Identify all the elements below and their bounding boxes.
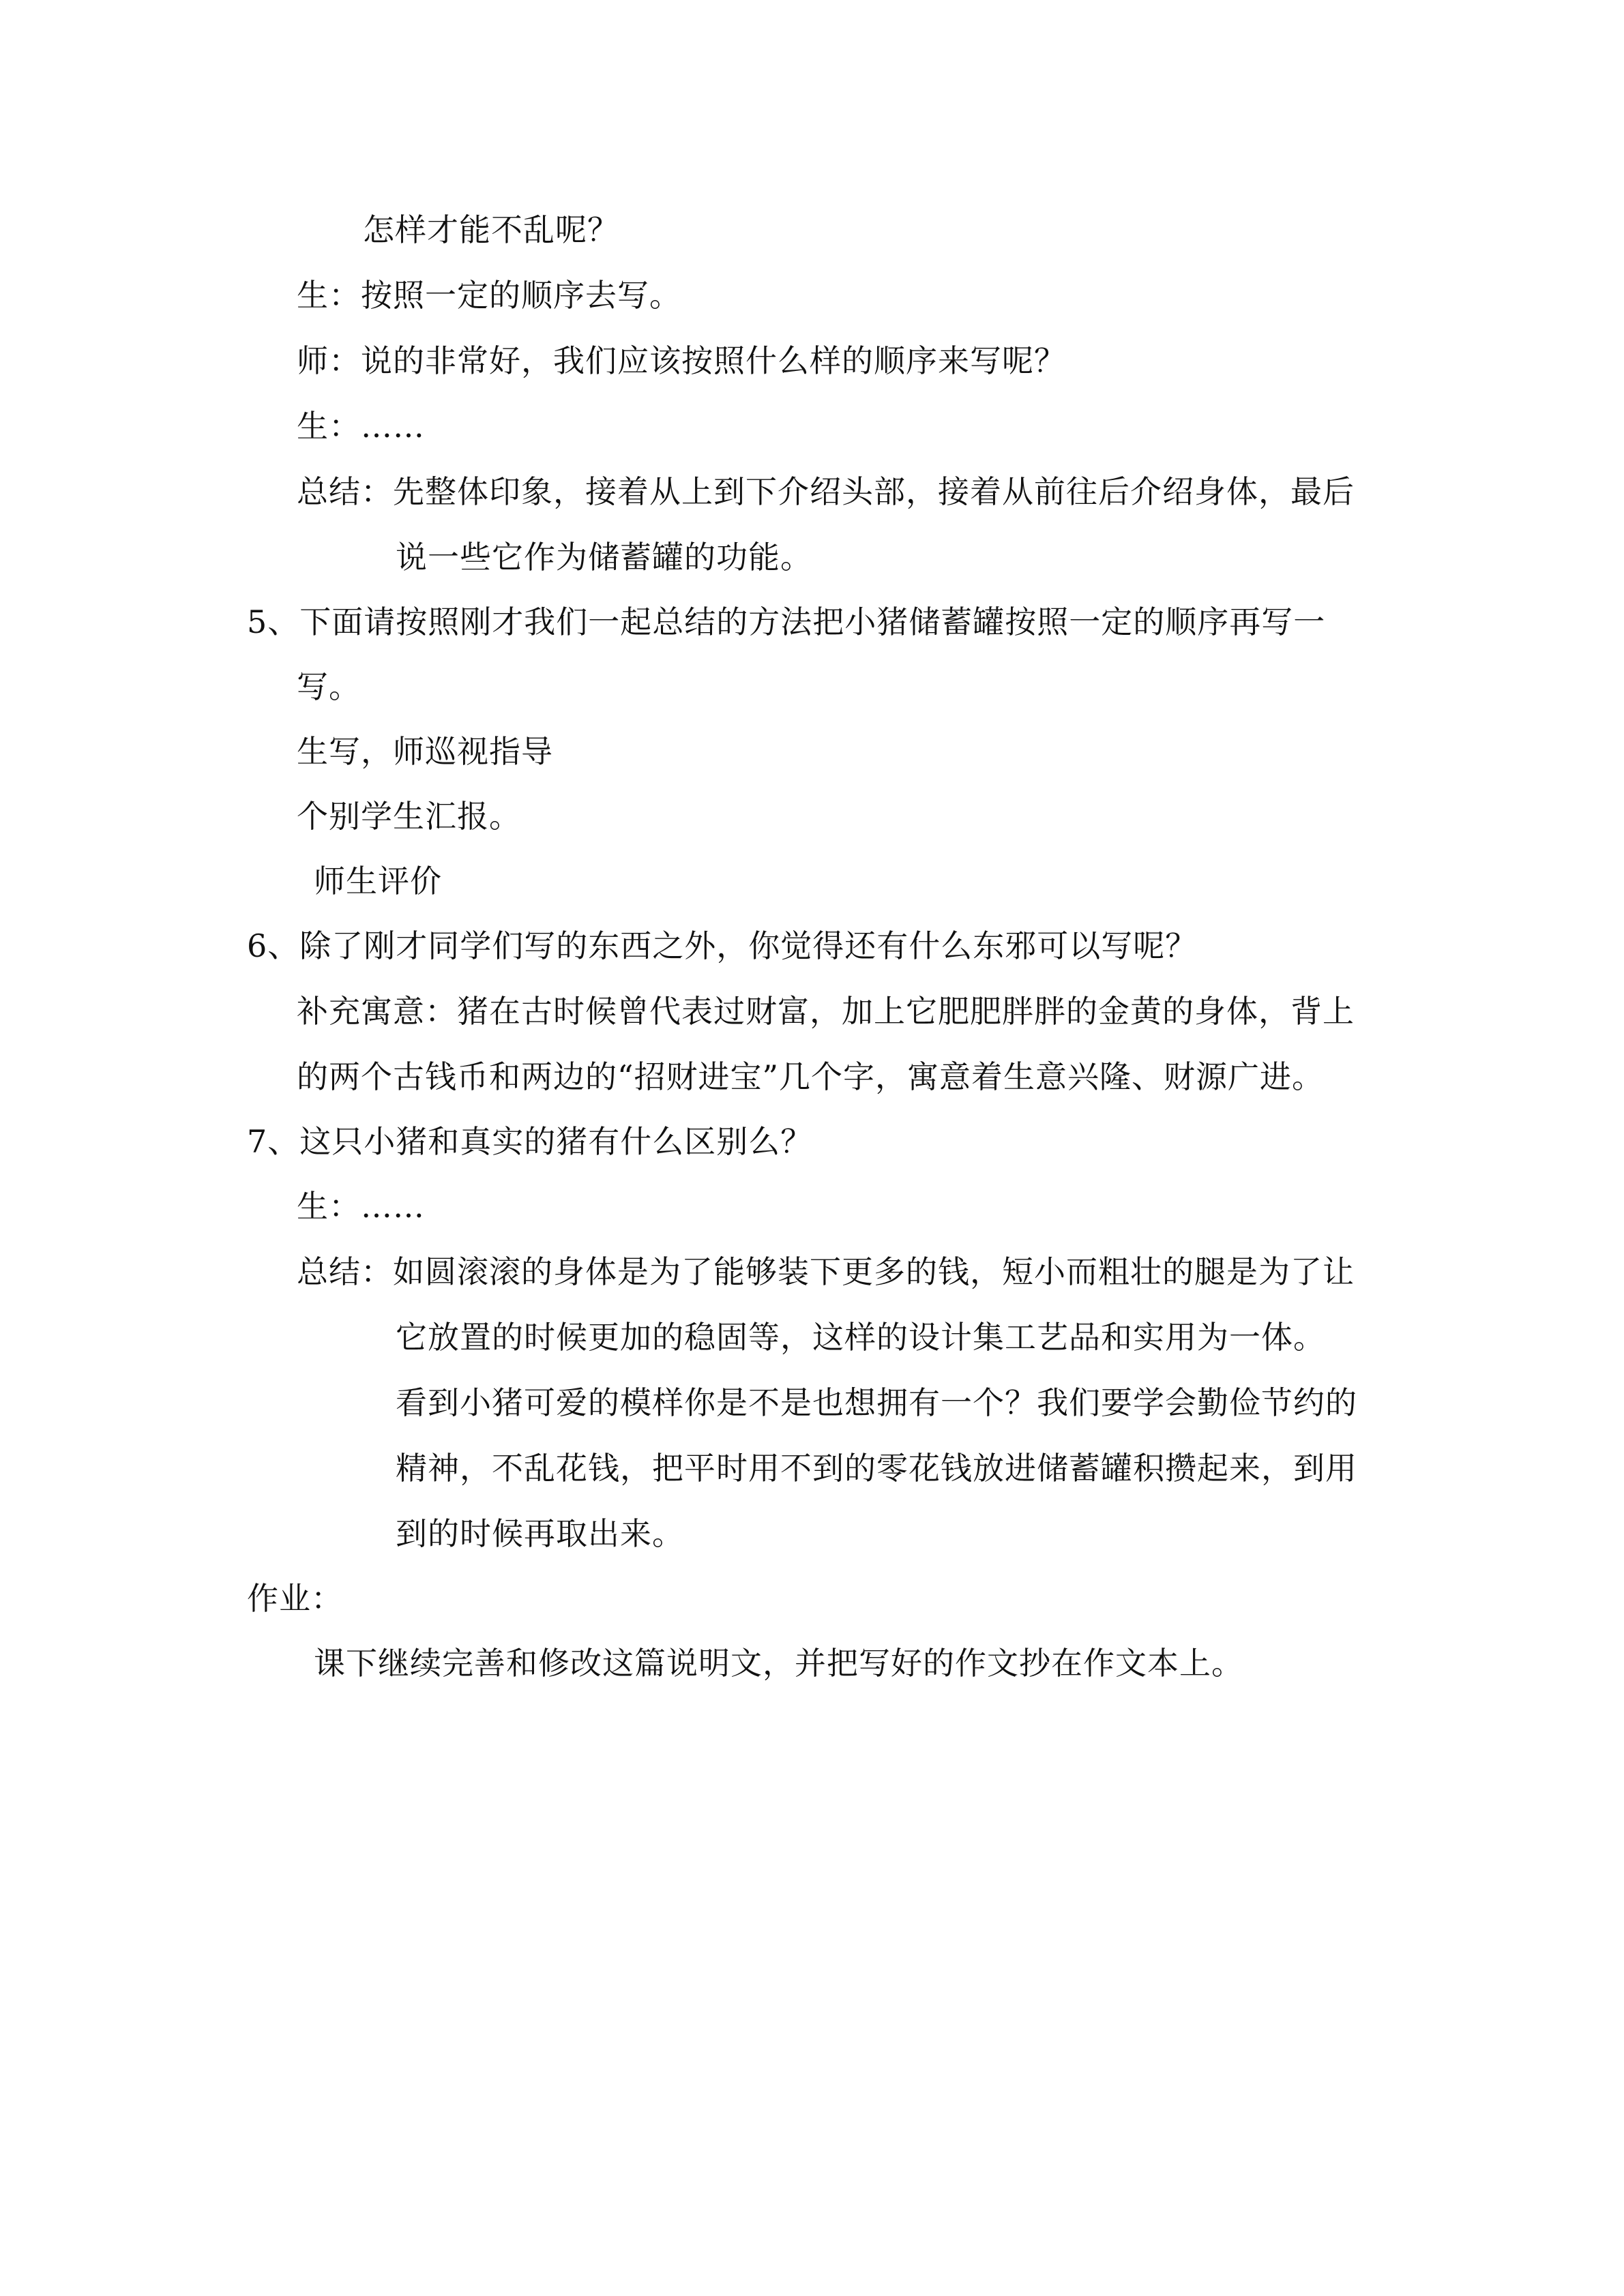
text-line: 精神，不乱花钱，把平时用不到的零花钱放进储蓄罐积攒起来，到用 [396,1450,1357,1487]
text-line: 总结：如圆滚滚的身体是为了能够装下更多的钱，短小而粗壮的腿是为了让 [297,1253,1355,1290]
text-line: 师生评价 [314,863,442,899]
text-line: 生：按照一定的顺序去写。 [297,277,681,314]
text-line: 生：…… [297,1188,425,1225]
text-line: 课下继续完善和修改这篇说明文，并把写好的作文抄在作文本上。 [314,1645,1243,1682]
text-line: 怎样才能不乱呢？ [363,211,619,248]
text-line: 说一些它作为储蓄罐的功能。 [396,539,812,576]
text-line: 补充寓意：猪在古时候曾代表过财富，加上它肥肥胖胖的金黄的身体，背上 [297,993,1355,1030]
text-line: 6、除了刚才同学们写的东西之外，你觉得还有什么东邪可以写呢？ [247,927,1198,964]
text-line: 生：…… [297,408,425,445]
text-line: 生写，师巡视指导 [297,733,553,770]
text-line: 师：说的非常好，我们应该按照什么样的顺序来写呢？ [297,342,1066,379]
text-line: 个别学生汇报。 [297,798,521,835]
text-line: 5、下面请按照刚才我们一起总结的方法把小猪储蓄罐按照一定的顺序再写一 [247,603,1326,640]
text-line: 的两个古钱币和两边的“招财进宝”几个字，寓意着生意兴隆、财源广进。 [297,1058,1325,1095]
text-line: 到的时候再取出来。 [396,1515,684,1552]
section-heading: 作业： [247,1580,343,1617]
text-line: 7、这只小猪和真实的猪有什么区别么？ [247,1123,813,1160]
text-line: 看到小猪可爱的模样你是不是也想拥有一个？我们要学会勤俭节约的 [396,1384,1357,1421]
text-line: 总结：先整体印象，接着从上到下介绍头部，接着从前往后介绍身体，最后 [297,473,1355,510]
text-line: 写。 [297,668,361,705]
text-line: 它放置的时候更加的稳固等，这样的设计集工艺品和实用为一体。 [396,1319,1325,1356]
